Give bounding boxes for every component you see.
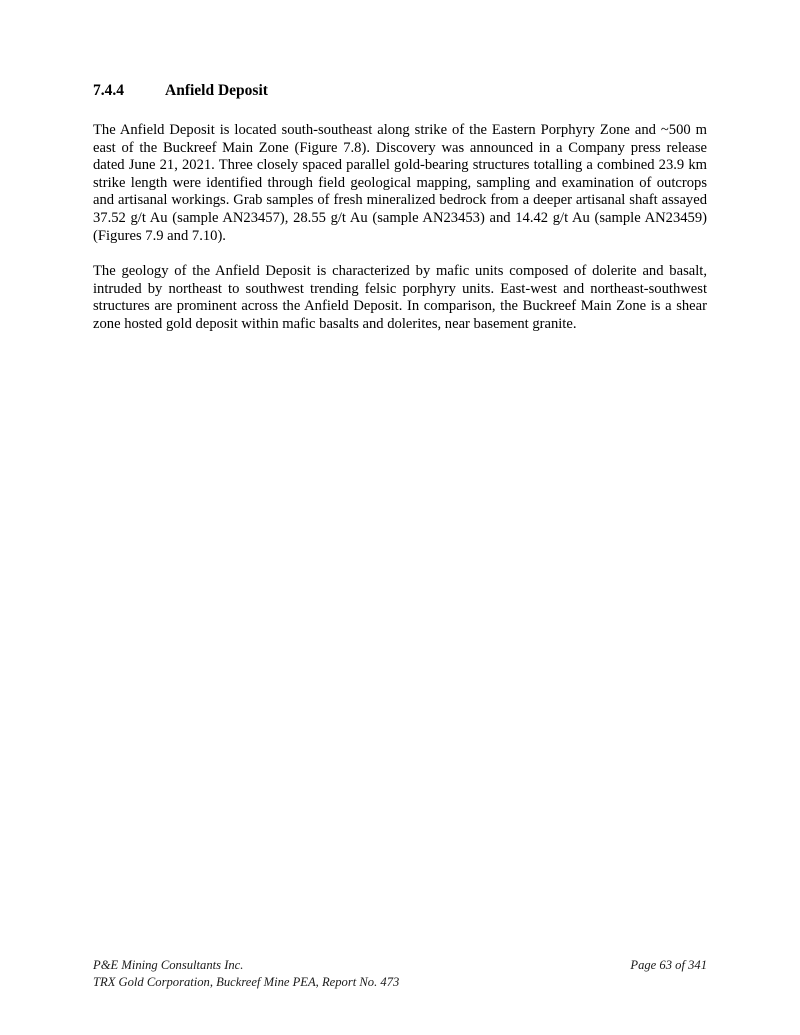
section-title: Anfield Deposit [165, 82, 268, 99]
footer-page-number: Page 63 of 341 [630, 958, 707, 972]
paragraph-discovery: The Anfield Deposit is located south-southeast along strike of the Eastern Porphyry Zone and ~500 m east of the Buckreef Main Zone (Figure 7.8). Discovery was announced in a Company press release dated June 21, 2021. Three closely spaced parallel gold-bearing structures totalling a combined 23.9 km strike length were identified through field geological mapping, sampling and examination of outcrops and artisanal workings. Grab samples of fresh mineralized bedrock from a deeper artisanal shaft assayed 37.52 g/t Au (sample AN23457), 28.55 g/t Au (sample AN23453) and 14.42 g/t Au (sample AN23459) (Figures 7.9 and 7.10). [93, 122, 707, 244]
footer-company: P&E Mining Consultants Inc. [93, 958, 244, 972]
footer-report: TRX Gold Corporation, Buckreef Mine PEA, Report No. 473 [93, 975, 400, 989]
section-number: 7.4.4 [93, 82, 124, 99]
paragraph-geology: The geology of the Anfield Deposit is characterized by mafic units composed of dolerite and basalt, intruded by northeast to southwest trending felsic porphyry units. East-west and northeast-southwest structures are prominent across the Anfield Deposit. In comparison, the Buckreef Main Zone is a shear zone hosted gold deposit within mafic basalts and dolerites, near basement granite. [93, 263, 707, 332]
page-footer [93, 957, 707, 991]
section-heading [93, 82, 268, 100]
